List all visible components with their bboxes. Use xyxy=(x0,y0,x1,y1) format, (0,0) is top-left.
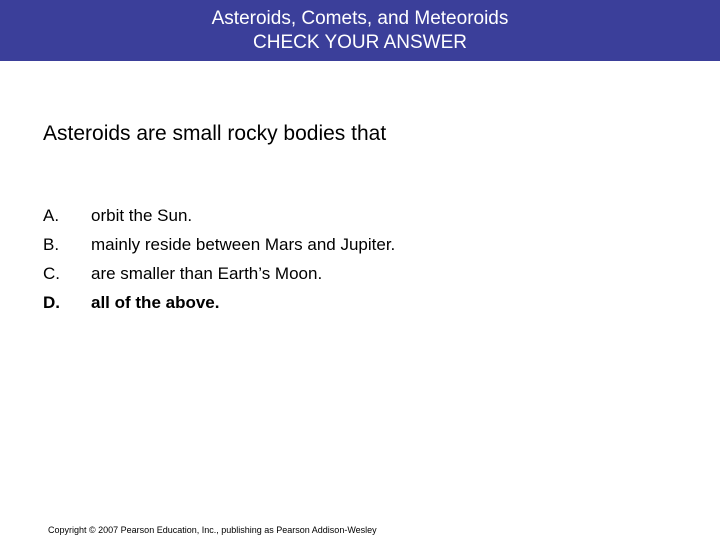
option-text: mainly reside between Mars and Jupiter. xyxy=(91,235,396,254)
option-letter: D. xyxy=(43,293,60,312)
question-text: Asteroids are small rocky bodies that xyxy=(43,122,387,145)
option-text: all of the above. xyxy=(91,293,220,312)
option-letter: A. xyxy=(43,206,60,225)
answer-option-b xyxy=(43,230,395,259)
answer-options-list xyxy=(43,201,395,317)
option-text: orbit the Sun. xyxy=(91,206,193,225)
answer-option-a xyxy=(43,201,395,230)
option-text: are smaller than Earth’s Moon. xyxy=(91,264,323,283)
option-letter: B. xyxy=(43,235,60,254)
copyright-notice: Copyright © 2007 Pearson Education, Inc., publishing as Pearson Addison-Wesley xyxy=(48,525,377,535)
answer-option-d xyxy=(43,288,395,317)
slide-subtitle: CHECK YOUR ANSWER xyxy=(253,32,467,53)
option-letter: C. xyxy=(43,264,60,283)
slide-title: Asteroids, Comets, and Meteoroids xyxy=(211,8,509,29)
answer-option-c xyxy=(43,259,395,288)
slide-title-bar xyxy=(0,0,720,61)
